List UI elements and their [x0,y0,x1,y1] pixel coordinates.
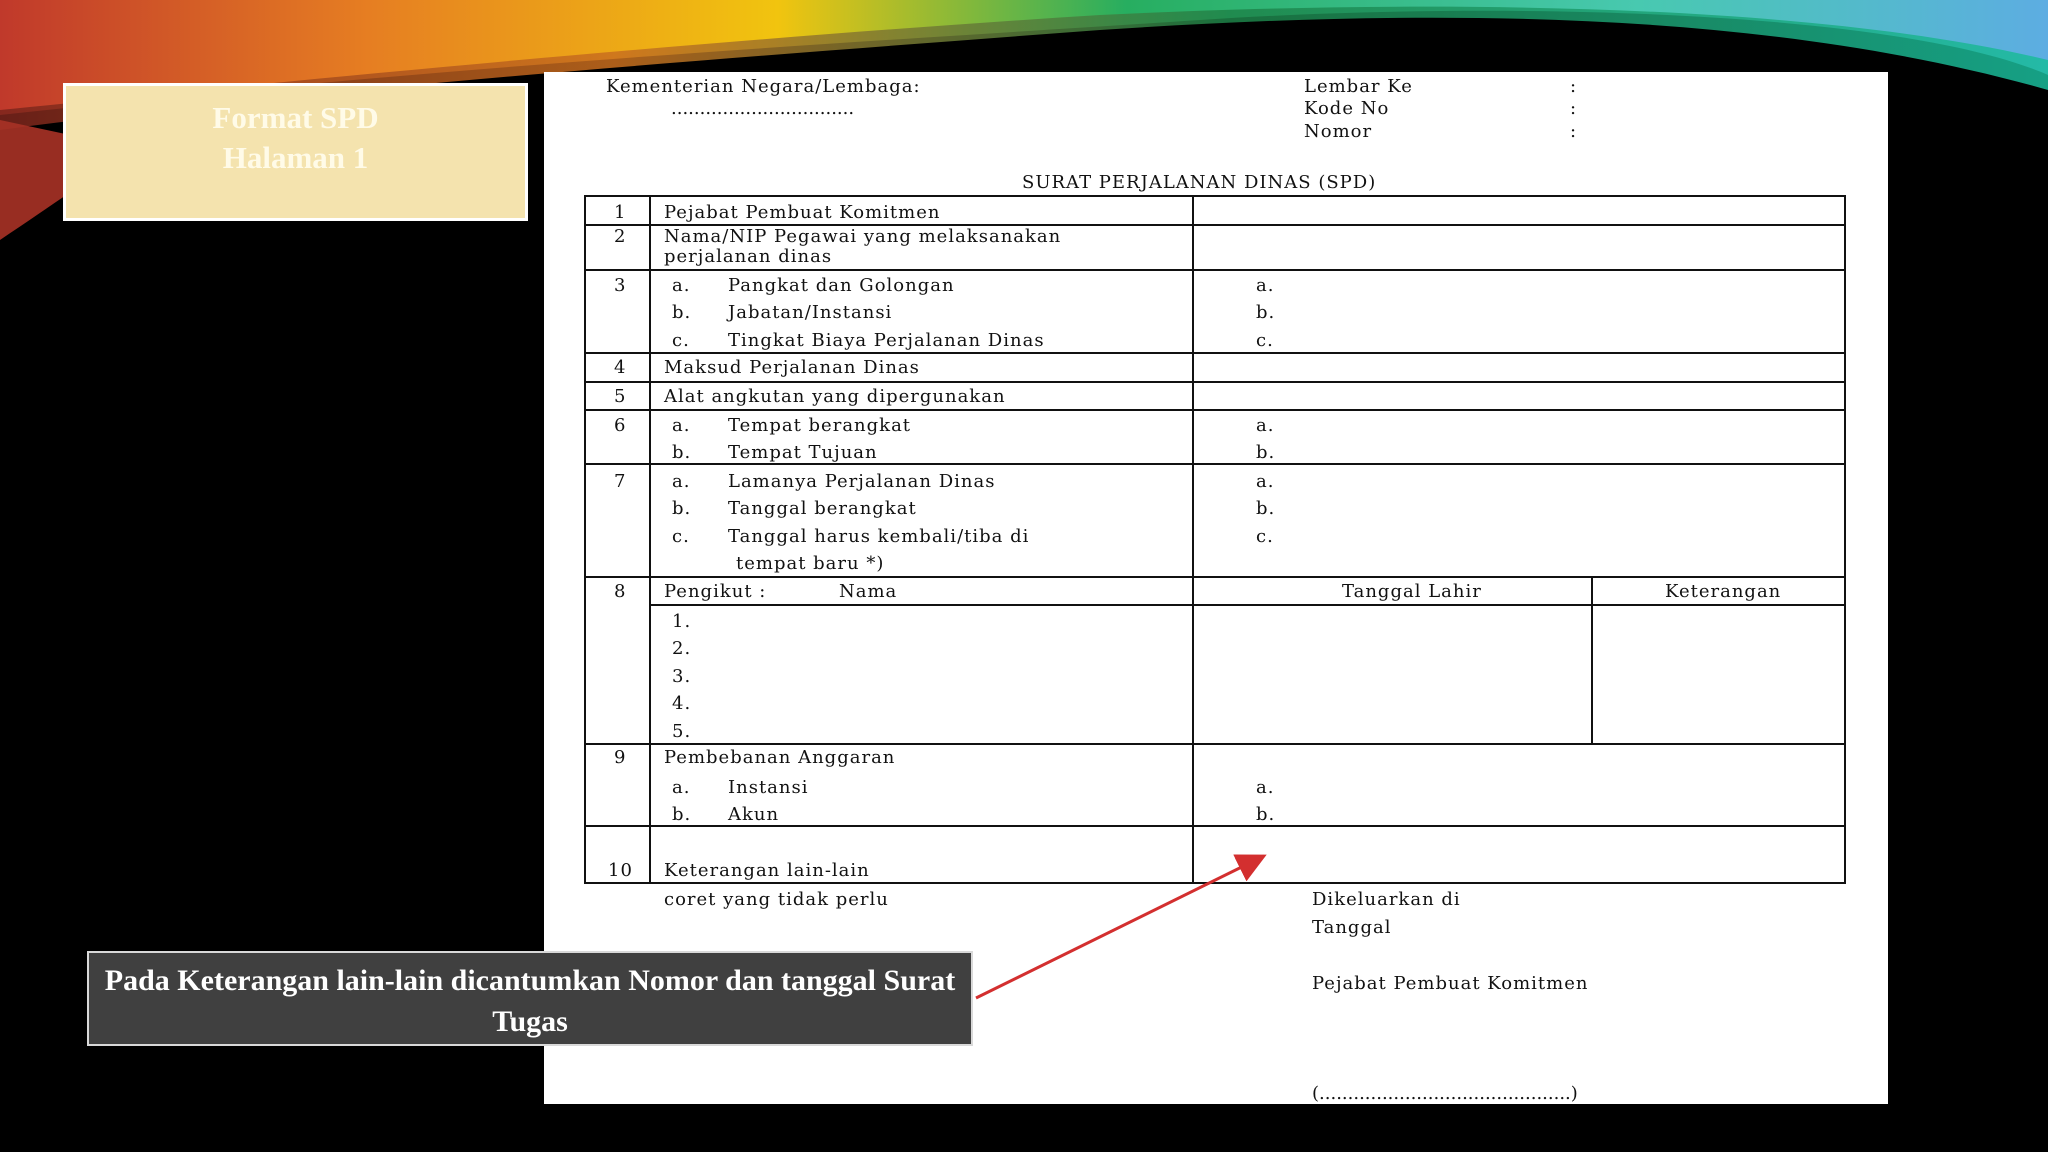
item-letter: b. [672,498,692,519]
row-label: Akun [728,804,780,825]
row-number: 3 [614,275,627,296]
item-letter: b. [672,804,692,825]
row-label: Keterangan lain-lain [664,860,870,881]
table-border-right [1844,195,1846,884]
slide-title-line1: Format SPD [212,100,379,135]
row-label: Pembebanan Anggaran [664,747,896,768]
item-letter: b. [672,302,692,323]
row-label: Nama/NIP Pegawai yang melaksanakan [664,226,1062,247]
value-letter: a. [1256,471,1275,492]
row-number: 8 [614,581,627,602]
kode-label: Kode No [1304,98,1390,119]
value-letter: c. [1256,330,1274,351]
lembar-colon: : [1570,76,1578,97]
item-letter: a. [672,471,691,492]
row-number: 9 [614,747,627,768]
callout-text: Pada Keterangan lain-lain dicantumkan Nomor dan tanggal Surat Tugas [104,964,956,1038]
row-label: Tanggal berangkat [728,498,917,519]
row-label: Tanggal harus kembali/tiba di [728,526,1030,547]
row-label: Tempat Tujuan [728,442,878,463]
row-number: 1 [614,202,627,223]
column-header-tanggal-lahir: Tanggal Lahir [1342,581,1482,602]
row-label: Instansi [728,777,809,798]
row-label: Tempat berangkat [728,415,912,436]
col-divider [1192,195,1194,884]
ministry-label: Kementerian Negara/Lembaga: [606,76,921,97]
lembar-label: Lembar Ke [1304,76,1413,97]
row-number: 4 [614,357,627,378]
row-label: Jabatan/Instansi [728,302,893,323]
row-divider [584,352,1846,354]
row-label: Pengikut : [664,581,767,602]
row-number: 2 [614,226,627,247]
table-border-top [584,195,1846,197]
nomor-colon: : [1570,121,1578,142]
form-title: SURAT PERJALANAN DINAS (SPD) [1022,172,1377,193]
footnote: coret yang tidak perlu [664,889,889,910]
row-divider [584,409,1846,411]
value-letter: b. [1256,302,1276,323]
ministry-dots: ................................ [671,98,855,119]
row-divider [584,743,1846,745]
row-number: 5 [614,386,627,407]
kode-colon: : [1570,98,1578,119]
nomor-label: Nomor [1304,121,1373,142]
row-label: perjalanan dinas [664,246,833,267]
row-divider [649,604,1846,606]
row-divider [584,381,1846,383]
row-divider [584,576,1846,578]
col-divider [649,195,651,884]
row-number: 7 [614,471,627,492]
item-letter: a. [672,275,691,296]
col-divider [1591,576,1593,745]
list-item: 2. [672,638,692,659]
signature-line: (............................................) [1312,1083,1578,1104]
list-item: 4. [672,693,692,714]
row-label: Tingkat Biaya Perjalanan Dinas [728,330,1045,351]
value-letter: b. [1256,442,1276,463]
callout-box [87,951,973,1046]
date-label: Tanggal [1312,917,1392,938]
value-letter: b. [1256,804,1276,825]
row-label: tempat baru *) [736,553,885,574]
value-letter: a. [1256,275,1275,296]
issued-at-label: Dikeluarkan di [1312,889,1461,910]
row-label: Lamanya Perjalanan Dinas [728,471,996,492]
value-letter: b. [1256,498,1276,519]
signatory-title: Pejabat Pembuat Komitmen [1312,973,1589,994]
row-number: 6 [614,415,627,436]
value-letter: c. [1256,526,1274,547]
slide-title-line2: Halaman 1 [222,140,369,175]
value-letter: a. [1256,415,1275,436]
column-header-nama: Nama [839,581,898,602]
row-label: Pangkat dan Golongan [728,275,955,296]
table-border-bottom [584,882,1846,884]
row-divider [584,825,1846,827]
row-divider [584,463,1846,465]
row-label: Pejabat Pembuat Komitmen [664,202,941,223]
row-label: Maksud Perjalanan Dinas [664,357,920,378]
item-letter: b. [672,442,692,463]
row-number: 10 [608,860,633,881]
row-divider [584,269,1846,271]
row-label: Alat angkutan yang dipergunakan [664,386,1006,407]
list-item: 3. [672,666,692,687]
item-letter: a. [672,777,691,798]
value-letter: a. [1256,777,1275,798]
spd-form-page [544,72,1888,1104]
item-letter: c. [672,330,690,351]
slide-title-box [63,83,528,221]
list-item: 5. [672,721,692,742]
item-letter: c. [672,526,690,547]
column-header-keterangan: Keterangan [1665,581,1782,602]
item-letter: a. [672,415,691,436]
list-item: 1. [672,611,692,632]
table-border-left [584,195,586,884]
